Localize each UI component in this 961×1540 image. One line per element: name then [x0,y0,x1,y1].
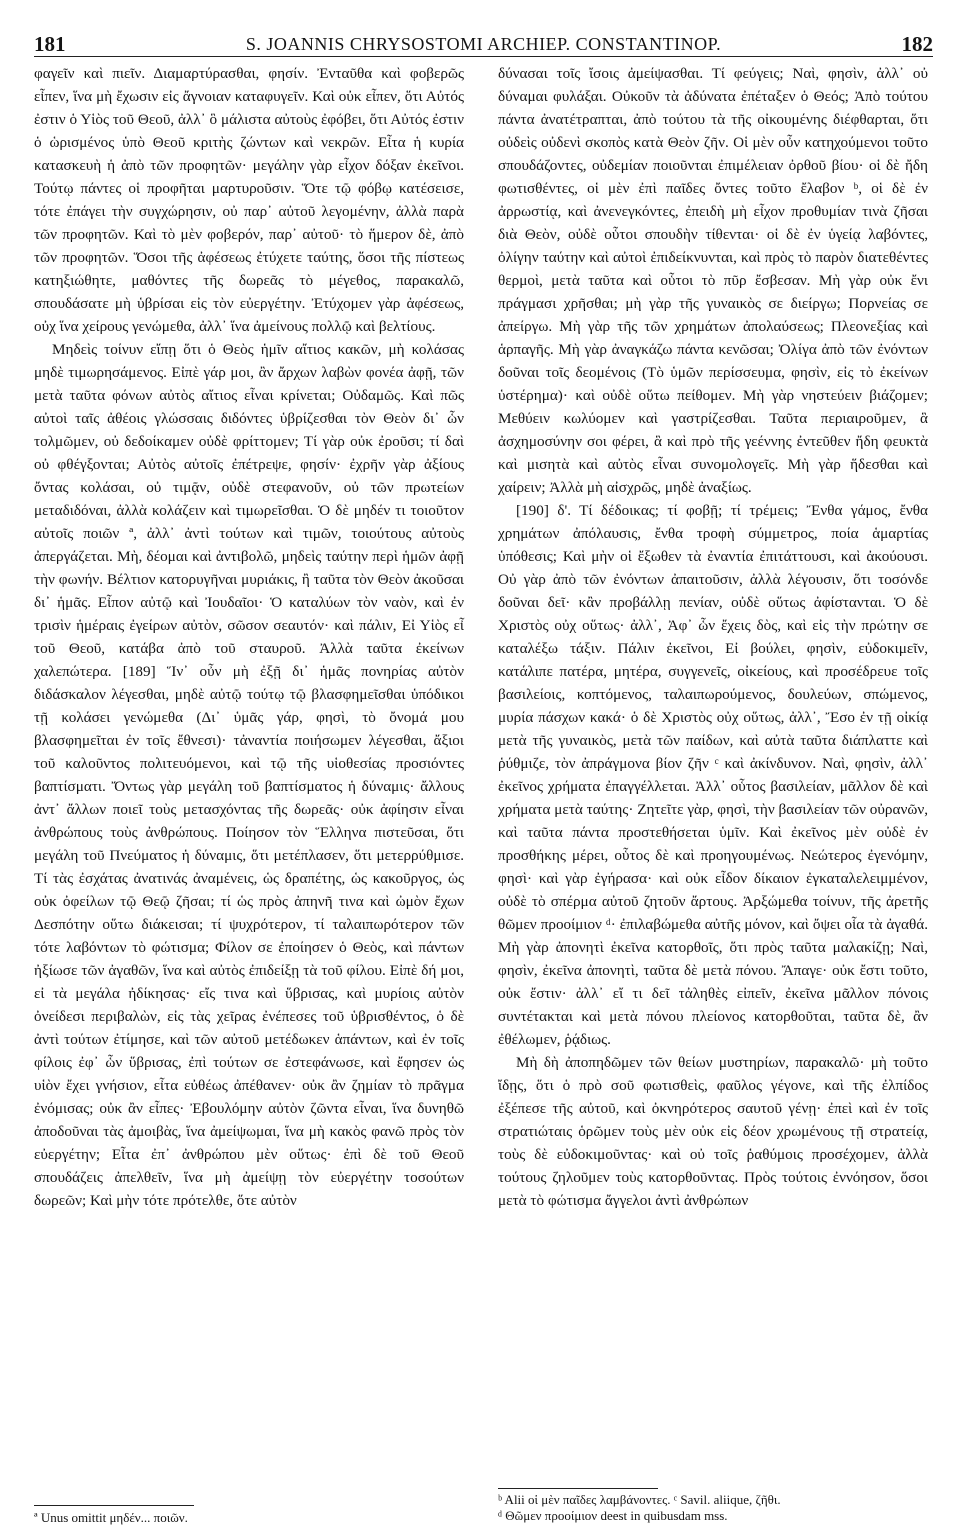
footnote-rule-left [34,1505,194,1506]
left-paragraph-2: Μηδεὶς τοίνυν εἴπῃ ὅτι ὁ Θεὸς ἡμῖν αἴτιος κακῶν, μὴ κολάσας μηδὲ τιμωρησάμενος. Εἰπὲ γάρ μοι, ἂν ἄρχων λαβὼν φονέα ἀφῇ, τῶν μετὰ ταῦτα φόνων αὐτὸς αἴτιος εἶναι κρίνεται; Οὐδαμῶς. Καὶ πῶς αὐτοὶ ταῖς ἀθέοις γλώσσαις διδόντες ὑβρίζεσθαι τὸν Θεὸν δι᾽ ὧν τολμῶμεν, οὐ δεδοίκαμεν οὐδὲ φρίττομεν; Τί γὰρ οὐκ ἐροῦσι; τί δαὶ οὐ φθέγξονται; Αὐτὸς αὐτοῖς ἐπέτρεψε, φησίν· ἐχρῆν γὰρ ἀξίους ὄντας κολάσαι, οὐ τιμᾷν, οὐδὲ στεφανοῦν, οὐ τῶν πρωτείων μεταδιδόναι, ἀλλὰ κολάζειν καὶ τιμωρεῖσθαι. Ὁ δὲ μηδέν τι τοιοῦτον αὐτοῖς ποιῶν ª, ἀλλ᾽ ἀντὶ τούτων καὶ τιμῶν, τοιούτους αὐτοὺς ἀπεργάζεται. Μὴ, δέομαι καὶ ἀντιβολῶ, μηδεὶς ταύτην περὶ ἡμῶν ἀφῇ τὴν φωνήν. Βέλτιον κατορυγῆναι μυριάκις, ἢ ταῦτα τὸν Θεὸν ἀκοῦσαι δι᾽ ἡμᾶς. Εἶπον αὐτῷ καὶ Ἰουδαῖοι· Ὁ καταλύων τὸν ναὸν, καὶ ἐν τρισὶν ἡμέραις ἐγείρων αὐτὸν, σῶσον σεαυτόν· καὶ πάλιν, Εἰ Υἱὸς εἶ τοῦ Θεοῦ, κατάβα ἀπὸ τοῦ σταυροῦ. Ἀλλὰ ταῦτα ἐκείνων χαλεπώτερα. [189] Ἵν᾽ οὖν μὴ ἐξῇ δι᾽ ἡμᾶς πονηρίας αὐτὸν διδάσκαλον λέγεσθαι, μηδὲ αὐτῷ τούτῳ τῷ βλασφημεῖσθαι ὑπόδικοι τῇ κολάσει γενώμεθα (Δι᾽ ὑμᾶς γάρ, φησὶ, τὸ ὄνομά μου βλασφημεῖται ἐν τοῖς ἔθνεσι)· τἀναντία ποιήσωμεν λέγεσθαι, ἄξιοι τοῦ καλοῦντος πολιτευόμενοι, καὶ τῷ τῆς υἱοθεσίας προσιόντες βαπτίσματι. Ὄντως γὰρ μεγάλη τοῦ βαπτίσματος ἡ δύναμις· ἄλλους ἀντ᾽ ἄλλων ποιεῖ τοὺς μετασχόντας τῆς δωρεᾶς· οὐκ ἀφίησιν εἶναι ἀνθρώπους τοὺς ἀνθρώπους. Ποίησον τὸν Ἕλληνα πιστεῦσαι, ὅτι μεγάλη τοῦ Πνεύματος ἡ δύναμις, ὅτι μετέπλασεν, ὅτι μετερρύθμισε. Τί τὰς ἐσχάτας ἀνατινάς ἀναμένεις, ὡς δραπέτης, ὡς κακοῦργος, ὡς οὐκ ὀφείλων τῷ Θεῷ ζῆσαι; τί ὡς πρὸς ἀπηνῆ τινα καὶ ὠμὸν ἔχων Δεσπότην οὕτω διάκεισαι; τί ψυχρότερον, τί ταλαιπωρότερον τῶν τότε λαβόντων τὸ φώτισμα; Φίλον σε ἐποίησεν ὁ Θεὸς, καὶ πάντων ἠξίωσε τῶν ἀγαθῶν, ἵνα καὶ αὐτὸς ἐπιδείξῃ τὰ τοῦ φίλου. Εἰπὲ δή μοι, εἰ τὰ μεγάλα ἠδίκησας· εἴς τινα καὶ ὕβρισας, καὶ μυρίοις αὐτὸν ὀνείδεσι περιβαλὼν, εἰς τὰς χεῖρας ἐνέπεσες τοῦ ὑβρισθέντος, ὁ δὲ ἀντὶ τούτων ἐτίμησε, καὶ τῶν αὐτοῦ μετέδωκεν ἁπάντων, καὶ ἐν τοῖς φίλοις ἐφ᾽ ὧν ὕβρισας, ἐπὶ τούτων σε ἐστεφάνωσε, καὶ ἔφησεν ὡς υἱὸν ἔχει γνήσιον, εἶτα εὐθέως ἀπέθανεν· οὐκ ἂν ζημίαν τὸ πρᾶγμα ἐνόμισας; οὐκ ἂν εἶπες· Ἐβουλόμην αὐτὸν ζῶντα εἶναι, ἵνα δυνηθῶ ἀποδοῦναι τὰς ἀμοιβὰς, ἵνα ἀμείψωμαι, ἵνα μὴ κακὸς φανῶ πρὸς τὸν εὐεργέτην; Εἶτα ἐπ᾽ ἀνθρώπου μὲν οὕτως· ἐπὶ δὲ τοῦ Θεοῦ σπουδάζεις ἀπελθεῖν, ἵνα μὴ ἀμείψῃ τὸν εὐεργέτην τοσούτων δωρεῶν; Καὶ μὴν τότε πρότελθε, ὅτε αὐτὸν [34,341,464,1209]
page-header [34,30,933,57]
running-title: S. JOANNIS CHRYSOSTOMI ARCHIEP. CONSTANTINOP. [245,34,722,54]
footnote-left: ª Unus omittit μηδέν... ποιῶν. [34,1510,188,1525]
right-paragraph-2: [190] δ'. Τί δέδοικας; τί φοβῇ; τί τρέμεις; Ἔνθα γάμος, ἔνθα χρημάτων ἀπόλαυσις, ἔνθα τροφὴ σύμμετρος, ποία ἁμαρτίας ὑπόθεσις; Καὶ μὴν οἱ ἔξωθεν τὰ ἐναντία ἐπιτάττουσι, καὶ ἀκούουσι. Οὐ γὰρ ἀπὸ τῶν ἐνόντων ἀπαιτοῦσιν, ἀλλὰ λέγουσιν, ὅτι τοσόνδε δοῦναι δεῖ· κἂν προβάλλῃ πενίαν, οὐδὲ οὕτως ἀφίστανται. Ὁ δὲ Χριστὸς οὐχ οὕτως· ἀλλ᾽, Ἀφ᾽ ὧν ἔχεις δὸς, καὶ εἰς τὴν πρώτην σε καταλέξω τάξιν. Πάλιν ἐκεῖνοι, Εἰ βούλει, φησὶν, εὐδοκιμεῖν, κατάλιπε πατέρα, μητέρα, συγγενεῖς, οἰκείους, καὶ προσέδρευε τοῖς βασιλείοις, κοπτόμενος, ταλαιπωρούμενος, δουλεύων, σπώμενος, μυρία πάσχων κακά· ὁ δὲ Χριστὸς οὐχ οὕτως, ἀλλ᾽, Ἔσο ἐν τῇ οἰκίᾳ μετὰ τῆς γυναικὸς, μετὰ τῶν παίδων, καὶ αὐτὰ ταῦτα διάπλαττε καὶ ῥύθμιζε, τὸν ἀπράγμονα βίον ζῆν ᶜ καὶ ἀκίνδυνον. Ναὶ, φησὶν, ἀλλ᾽ ἐκεῖνος χρήματα ἐπαγγέλλεται. Ἀλλ᾽ οὗτος βασιλείαν, μᾶλλον δὲ καὶ χρήματα μετὰ ταύτης· Ζητεῖτε γὰρ, φησὶ, τὴν βασιλείαν τῶν οὐρανῶν, καὶ ταῦτα πάντα προστεθήσεται ὑμῖν. Καὶ ἐκεῖνος μὲν οὐδὲ ἐν προσθήκης μέρει, οὗτος δὲ καὶ προηγουμένως. Νεώτερος ἐγενόμην, φησὶ· καὶ γὰρ ἐγήρασα· καὶ οὐκ εἶδον δίκαιον ἐγκαταλελειμμένον, οὐδὲ τὸ σπέρμα αὐτοῦ ζητοῦν ἄρτους. Ἀρξώμεθα τοίνυν, τῆς ἀρετῆς θῶμεν προοίμιον ᵈ· ἐπιλαβώμεθα αὐτῆς μόνον, καὶ ὄψει οἷα τὰ ἀγαθά. Μὴ γὰρ ἀπονητὶ ἐκεῖνα κατορθοῖς, ὅτι πρὸς ταῦτα μαλακίζῃ; Ναὶ, φησὶν, ἐκεῖνα ἀπονητὶ, ταῦτα δὲ μετὰ πόνου. Ἄπαγε· οὐκ ἔστι τοῦτο, οὐκ ἔστιν· ἀλλ᾽ εἴ τι δεῖ τἀληθὲς εἰπεῖν, ἐκεῖνα μᾶλλον πόνοις συντέτακται καὶ μετὰ πόνου πλείονος κατορθοῦται, ταῦτα δὲ, ἂν ἐθέλωμεν, ῥᾴδιως. [498,502,928,1048]
footnote-b-c: ᵇ Alii οἱ μὲν παῖδες λαμβάνοντες. ᶜ Savil. aliique, ζῆθι. [498,1492,781,1507]
footnotes-right [498,1492,928,1524]
left-paragraph-1: φαγεῖν καὶ πιεῖν. Διαμαρτύρασθαι, φησίν. Ἐνταῦθα καὶ φοβερῶς εἶπεν, ἵνα μὴ ἔχωσιν εἰς ἄγνοιαν καταφυγεῖν. Καὶ οὐκ εἶπεν, ὅτι Αὐτός ἐστιν ὁ Υἱὸς τοῦ Θεοῦ, ἀλλ᾽ ὃ μάλιστα αὐτοὺς ἐφόβει, ὅτι Αὐτός ἐστιν ὁ ὡρισμένος ὑπὸ Θεοῦ κριτὴς ζώντων καὶ νεκρῶν. Εἶτα ἡ κυρία κατασκευὴ ἡ ἀπὸ τῶν προφητῶν· μεγάλην γὰρ εἶχον δόξαν ἐκεῖνοι. Τούτῳ πάντες οἱ προφῆται μαρτυροῦσιν. Ὅτε τῷ φόβῳ κατέσεισε, τότε ἐπάγει τὴν συγχώρησιν, οὐ παρ᾽ αὐτοῦ λεγομένην, ἀλλὰ παρὰ τῶν προφητῶν. Καὶ τὸ μὲν φοβερόν, παρ᾽ αὐτοῦ· τὸ ἥμερον δὲ, ἀπὸ τῶν προφητῶν. Ὅσοι τῆς ἀφέσεως ἐτύχετε ταύτης, ὅσοι τῆς πίστεως κατηξιώθητε, μαθόντες τῆς δωρεᾶς τὸ μέγεθος, παρακαλῶ, σπουδάσατε μὴ ὑβρίσαι εἰς τὸν εὐεργέτην. Ἐτύχομεν γὰρ ἀφέσεως, οὐχ ἵνα χείρους γενώμεθα, ἀλλ᾽ ἵνα ἀμείνους πολλῷ καὶ βελτίους. [34,65,464,335]
footnote-d: ᵈ Θῶμεν προοίμιον deest in quibusdam mss. [498,1508,728,1523]
left-column [34,62,464,1212]
page-number-left: 181 [34,32,66,56]
footnote-rule-right [498,1488,658,1489]
right-column [498,62,928,1212]
page-number-right: 182 [901,32,933,56]
right-paragraph-3: Μὴ δὴ ἀποπηδῶμεν τῶν θείων μυστηρίων, παρακαλῶ· μὴ τοῦτο ἴδῃς, ὅτι ὁ πρὸ σοῦ φωτισθεὶς, φαῦλος γέγονε, καὶ τῆς ἐλπίδος ἐξέπεσε τῆς αὐτοῦ, καὶ ὀκνηρότερος σαυτοῦ γένῃ· ἐπεὶ καὶ ἐν τοῖς στρατιώταις ὁρῶμεν τοὺς μὲν οὐκ εἰς δέον χρωμένους τῇ στρατείᾳ, τοὺς δὲ εὐδοκιμοῦντας· καὶ οὐ τοῖς ῥαθύμοις προσέχομεν, ἀλλὰ τούτους ζηλοῦμεν τοὺς κατορθοῦντας. Πρὸς τούτοις ἐννόησον, ὅσοι μετὰ τὸ φώτισμα ἄγγελοι ἀντὶ ἀνθρώπων [498,1054,928,1209]
right-paragraph-1: δύνασαι τοῖς ἴσοις ἀμείψασθαι. Τί φεύγεις; Ναὶ, φησὶν, ἀλλ᾽ οὐ δύναμαι φυλάξαι. Οὐκοῦν τὰ ἀδύνατα ἐπέταξεν ὁ Θεός; Ἀπὸ τούτου πάντα ἀνατέτραπται, ἀπὸ τούτου τὰ τῆς οἰκουμένης διέφθαρται, ὅτι οὐδεὶς οὐδενὶ σκοπὸς κατὰ Θεὸν ζῆν. Οἱ μὲν οὖν κατηχούμενοι τοῦτο σπουδάζοντες, οὐδεμίαν ποιοῦνται ἐπιμέλειαν ὀρθοῦ βίου· οἱ δὲ ἤδη φωτισθέντες, οἱ μὲν ἐπὶ παῖδες ὄντες τοῦτο ἔλαβον ᵇ, οἱ δὲ ἐν ἀρρωστίᾳ, καὶ ἀνενεγκόντες, ἐπειδὴ μὴ εἶχον προθυμίαν τινὰ ζῆσαι διὰ Θεὸν, οὐδὲ οὗτοι σπουδὴν τίθενται· οἱ δὲ ἐν ὑγείᾳ λαβόντες, ὀλίγην ταύτην καὶ αὐτοὶ ἐπιδείκνυνται, καὶ πρὸς τὸ παρὸν διατεθέντες θερμοὶ, μετὰ ταῦτα καὶ οὗτοι τὸ πῦρ ἔσβεσαν. Μὴ γὰρ οὐκ ἔνι πράγμασι χρῆσθαι; μὴ γὰρ τῆς γυναικὸς σε διείργω; Πορνείας σε ἀπείργω. Μὴ γὰρ τῆς τῶν χρημάτων ἀπολαύσεως; Πλεονεξίας καὶ ἁρπαγῆς. Μὴ γὰρ ἀναγκάζω πάντα κενῶσαι; Ὀλίγα ἀπὸ τῶν ἐνόντων δοῦναι τοῖς δεομένοις (Τὸ ὑμῶν περίσσευμα, φησὶν, εἰς τὸ ἐκείνων ὑστέρημα)· καὶ οὐδὲ οὕτω πείθομεν. Μὴ γὰρ νηστεύειν βιάζομεν; Μεθύειν κωλύομεν καὶ γαστρίζεσθαι. Ταῦτα περιαιροῦμεν, ἃ ἀσχημοσύνην σοι φέρει, ἃ καὶ πρὸ τῆς γεέννης ἐντεῦθεν ἤδη φευκτὰ καὶ μισητὰ καὶ αὐτὸς εἶναι συνομολογεῖς. Μὴ γὰρ ἥδεσθαι καὶ χαίρειν; Ἀλλὰ μὴ αἰσχρῶς, μηδὲ ἀναξίως. [498,65,928,496]
